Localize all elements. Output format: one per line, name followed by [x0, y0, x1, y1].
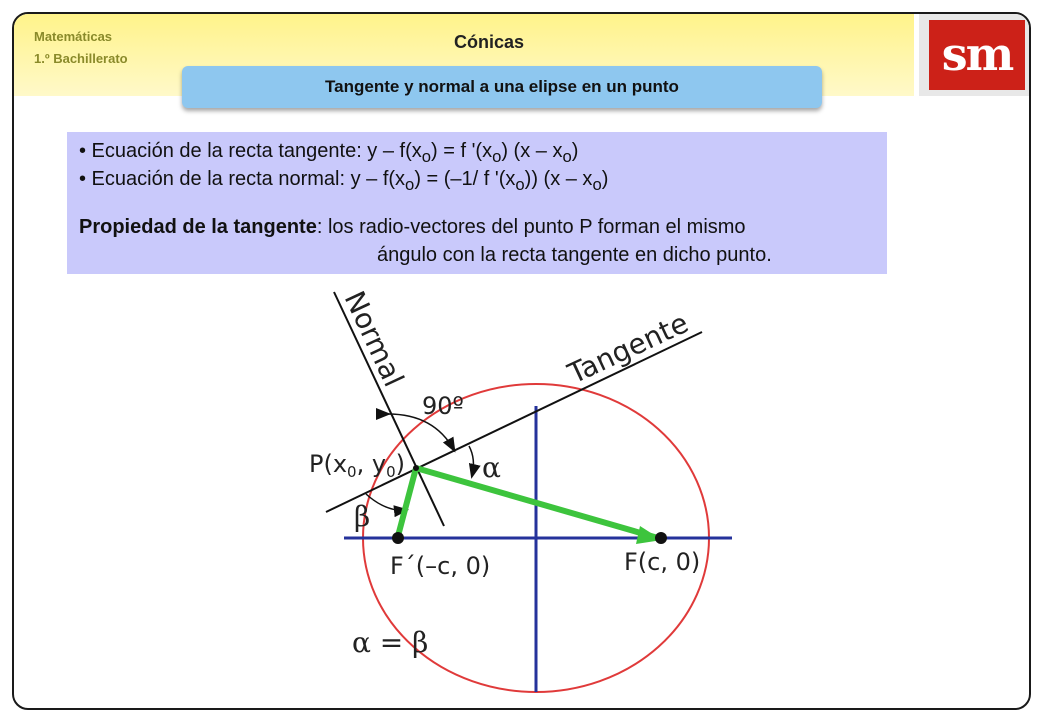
page-title: Cónicas — [454, 32, 525, 52]
ellipse-diagram — [14, 14, 1029, 708]
right-focus-label: F(c, 0) — [624, 548, 701, 576]
slide — [12, 12, 1031, 710]
radius-vector-left — [398, 468, 416, 536]
equality-label: α = β — [352, 626, 429, 659]
course-label: 1.º Bachillerato — [34, 51, 128, 66]
left-focus-label: F´(–c, 0) — [390, 552, 491, 580]
section-title: Tangente y normal a una elipse en un punto — [182, 66, 822, 108]
sm-logo: sm — [929, 20, 1025, 90]
property-label: Propiedad de la tangente — [79, 216, 317, 238]
normal-label: Normal — [337, 286, 411, 392]
beta-arc — [366, 494, 406, 510]
beta-label: β — [354, 500, 371, 533]
point-label: $P(x_0$, $y_0$) — [309, 450, 405, 481]
normal-equation: • Ecuación de la recta normal: $y - f(x_o) = (-1/$ f '$(x_o)$) $(x - x_o)$ — [79, 168, 609, 194]
focus-left — [392, 532, 404, 544]
point-p — [413, 465, 419, 471]
focus-right — [655, 532, 667, 544]
subject-label: Matemáticas — [34, 29, 113, 44]
alpha-arc — [469, 446, 473, 476]
tangent-equation: • Ecuación de la recta tangente: $y - f(x_o) = f$ '$(x_o)$ $(x - x_o)$ — [79, 140, 579, 166]
property-text-1: : los radio-vectores del punto P forman el mismo — [316, 216, 746, 238]
right-angle-label: 90º — [422, 392, 464, 420]
tangent-label: Tangente — [563, 306, 694, 391]
property-line-2: ángulo con la recta tangente en dicho punto. — [377, 244, 772, 266]
alpha-label: α — [482, 451, 501, 484]
